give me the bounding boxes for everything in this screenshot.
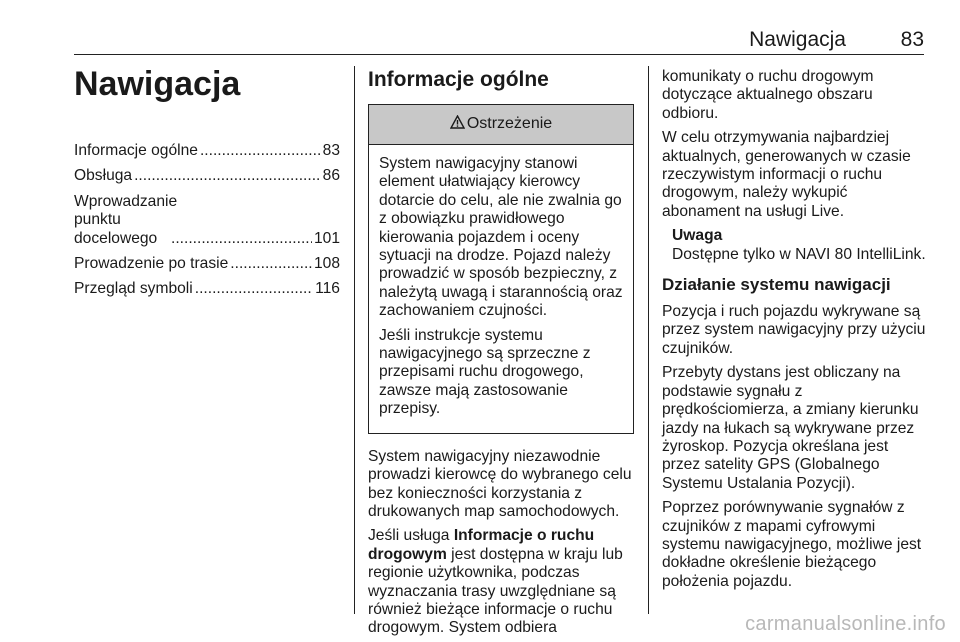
text-run: Jeśli usługa <box>368 527 454 545</box>
toc-leader <box>230 255 312 273</box>
body-paragraph: Poprzez porównywanie sygnałów z czujników z mapami cyfrowymi systemu nawigacyjnego, możliwe jest dokładne określenie bieżącego położenia pojazdu. <box>662 499 922 590</box>
header-rule <box>74 54 924 55</box>
toc-leader <box>200 142 321 160</box>
column-general-info <box>368 58 634 642</box>
note-text: Dostępne tylko w NAVI 80 IntelliLink. <box>672 245 926 263</box>
warning-triangle-icon <box>450 115 465 134</box>
toc-entry[interactable] <box>74 255 340 273</box>
note-title: Uwaga <box>672 227 723 245</box>
toc-entry[interactable] <box>74 142 340 160</box>
warning-body <box>369 145 633 433</box>
toc-page: 83 <box>322 142 340 159</box>
column-toc <box>74 58 340 306</box>
section-title: Informacje ogólne <box>368 68 549 91</box>
chapter-title: Nawigacja <box>74 65 241 103</box>
warning-header <box>369 105 633 145</box>
body-paragraph: W celu otrzymywania najbardziej aktualnych, generowanych w czasie rzeczywistym informacji o ruchu drogowym, należy wykupić abonament na usługi Live. <box>662 129 911 220</box>
toc-label: Wprowadzanie punktu docelowego <box>74 192 178 247</box>
toc-label: Przegląd symboli <box>74 280 193 298</box>
emphasis-service-name: Informacje o ruchu drogowym <box>368 527 595 563</box>
toc-label: Prowadzenie po trasie <box>74 255 229 273</box>
text-run: jest dostępna w kraju lub regionie użytkownika, podczas wyznaczania trasy uwzględniane są również bieżące informacje o ruchu drogowym. System odbiera <box>368 545 623 637</box>
subheading: Działanie systemu nawigacji <box>662 275 891 295</box>
watermark: carmanualsonline.info <box>745 613 946 635</box>
column-navigation-operation <box>662 58 928 597</box>
table-of-contents <box>74 142 340 299</box>
note-block <box>662 227 928 264</box>
toc-page: 86 <box>322 167 340 185</box>
toc-page: 108 <box>313 255 340 273</box>
toc-entry[interactable] <box>74 167 340 185</box>
toc-page: 101 <box>313 229 340 247</box>
toc-leader <box>171 230 312 248</box>
toc-label: Obsługa <box>74 167 133 185</box>
body-paragraph: Pozycja i ruch pojazdu wykrywane są przez system nawigacyjny przy użyciu czujników. <box>662 303 926 357</box>
body-paragraph <box>368 527 634 637</box>
body-paragraph: komunikaty o ruchu drogowym dotyczące aktualnego obszaru odbioru. <box>662 68 874 122</box>
toc-page: 116 <box>315 280 340 298</box>
page-number: 83 <box>900 28 924 51</box>
warning-paragraph: System nawigacyjny stanowi element ułatwiający kierowcy dotarcie do celu, ale nie zwalnia go z obowiązku prawidłowego kierowania pojazdem i oceny sytuacji na drodze. Pojazd należy prowadzić w sposób bezpieczny, z należytą uwagą i starannością oraz zachowaniem czujności. <box>379 155 623 320</box>
warning-box <box>368 104 634 434</box>
toc-leader <box>134 167 321 185</box>
running-header-title: Nawigacja <box>749 28 846 51</box>
column-divider-2 <box>648 66 649 614</box>
page-header <box>0 0 960 58</box>
toc-entry[interactable] <box>74 280 340 298</box>
warning-title: Ostrzeżenie <box>466 115 553 133</box>
toc-entry[interactable] <box>74 193 340 248</box>
warning-paragraph: Jeśli instrukcje systemu nawigacyjnego są sprzeczne z przepisami ruchu drogowego, zawsze mają zastosowanie przepisy. <box>379 326 591 418</box>
toc-label: Informacje ogólne <box>74 142 198 159</box>
body-paragraph: Przebyty dystans jest obliczany na podstawie sygnału z prędkościomierza, a zmiany kierunku jazdy na łukach są wykrywane przez żyroskop. Pozycja określana jest przez satelity GPS (Globalnego Systemu Ustalania Pozycji). <box>662 364 919 492</box>
column-divider-1 <box>354 66 355 614</box>
toc-leader <box>195 280 313 298</box>
body-paragraph: System nawigacyjny niezawodnie prowadzi kierowcę do wybranego celu bez konieczności korzystania z drukowanych map samochodowych. <box>368 447 632 520</box>
